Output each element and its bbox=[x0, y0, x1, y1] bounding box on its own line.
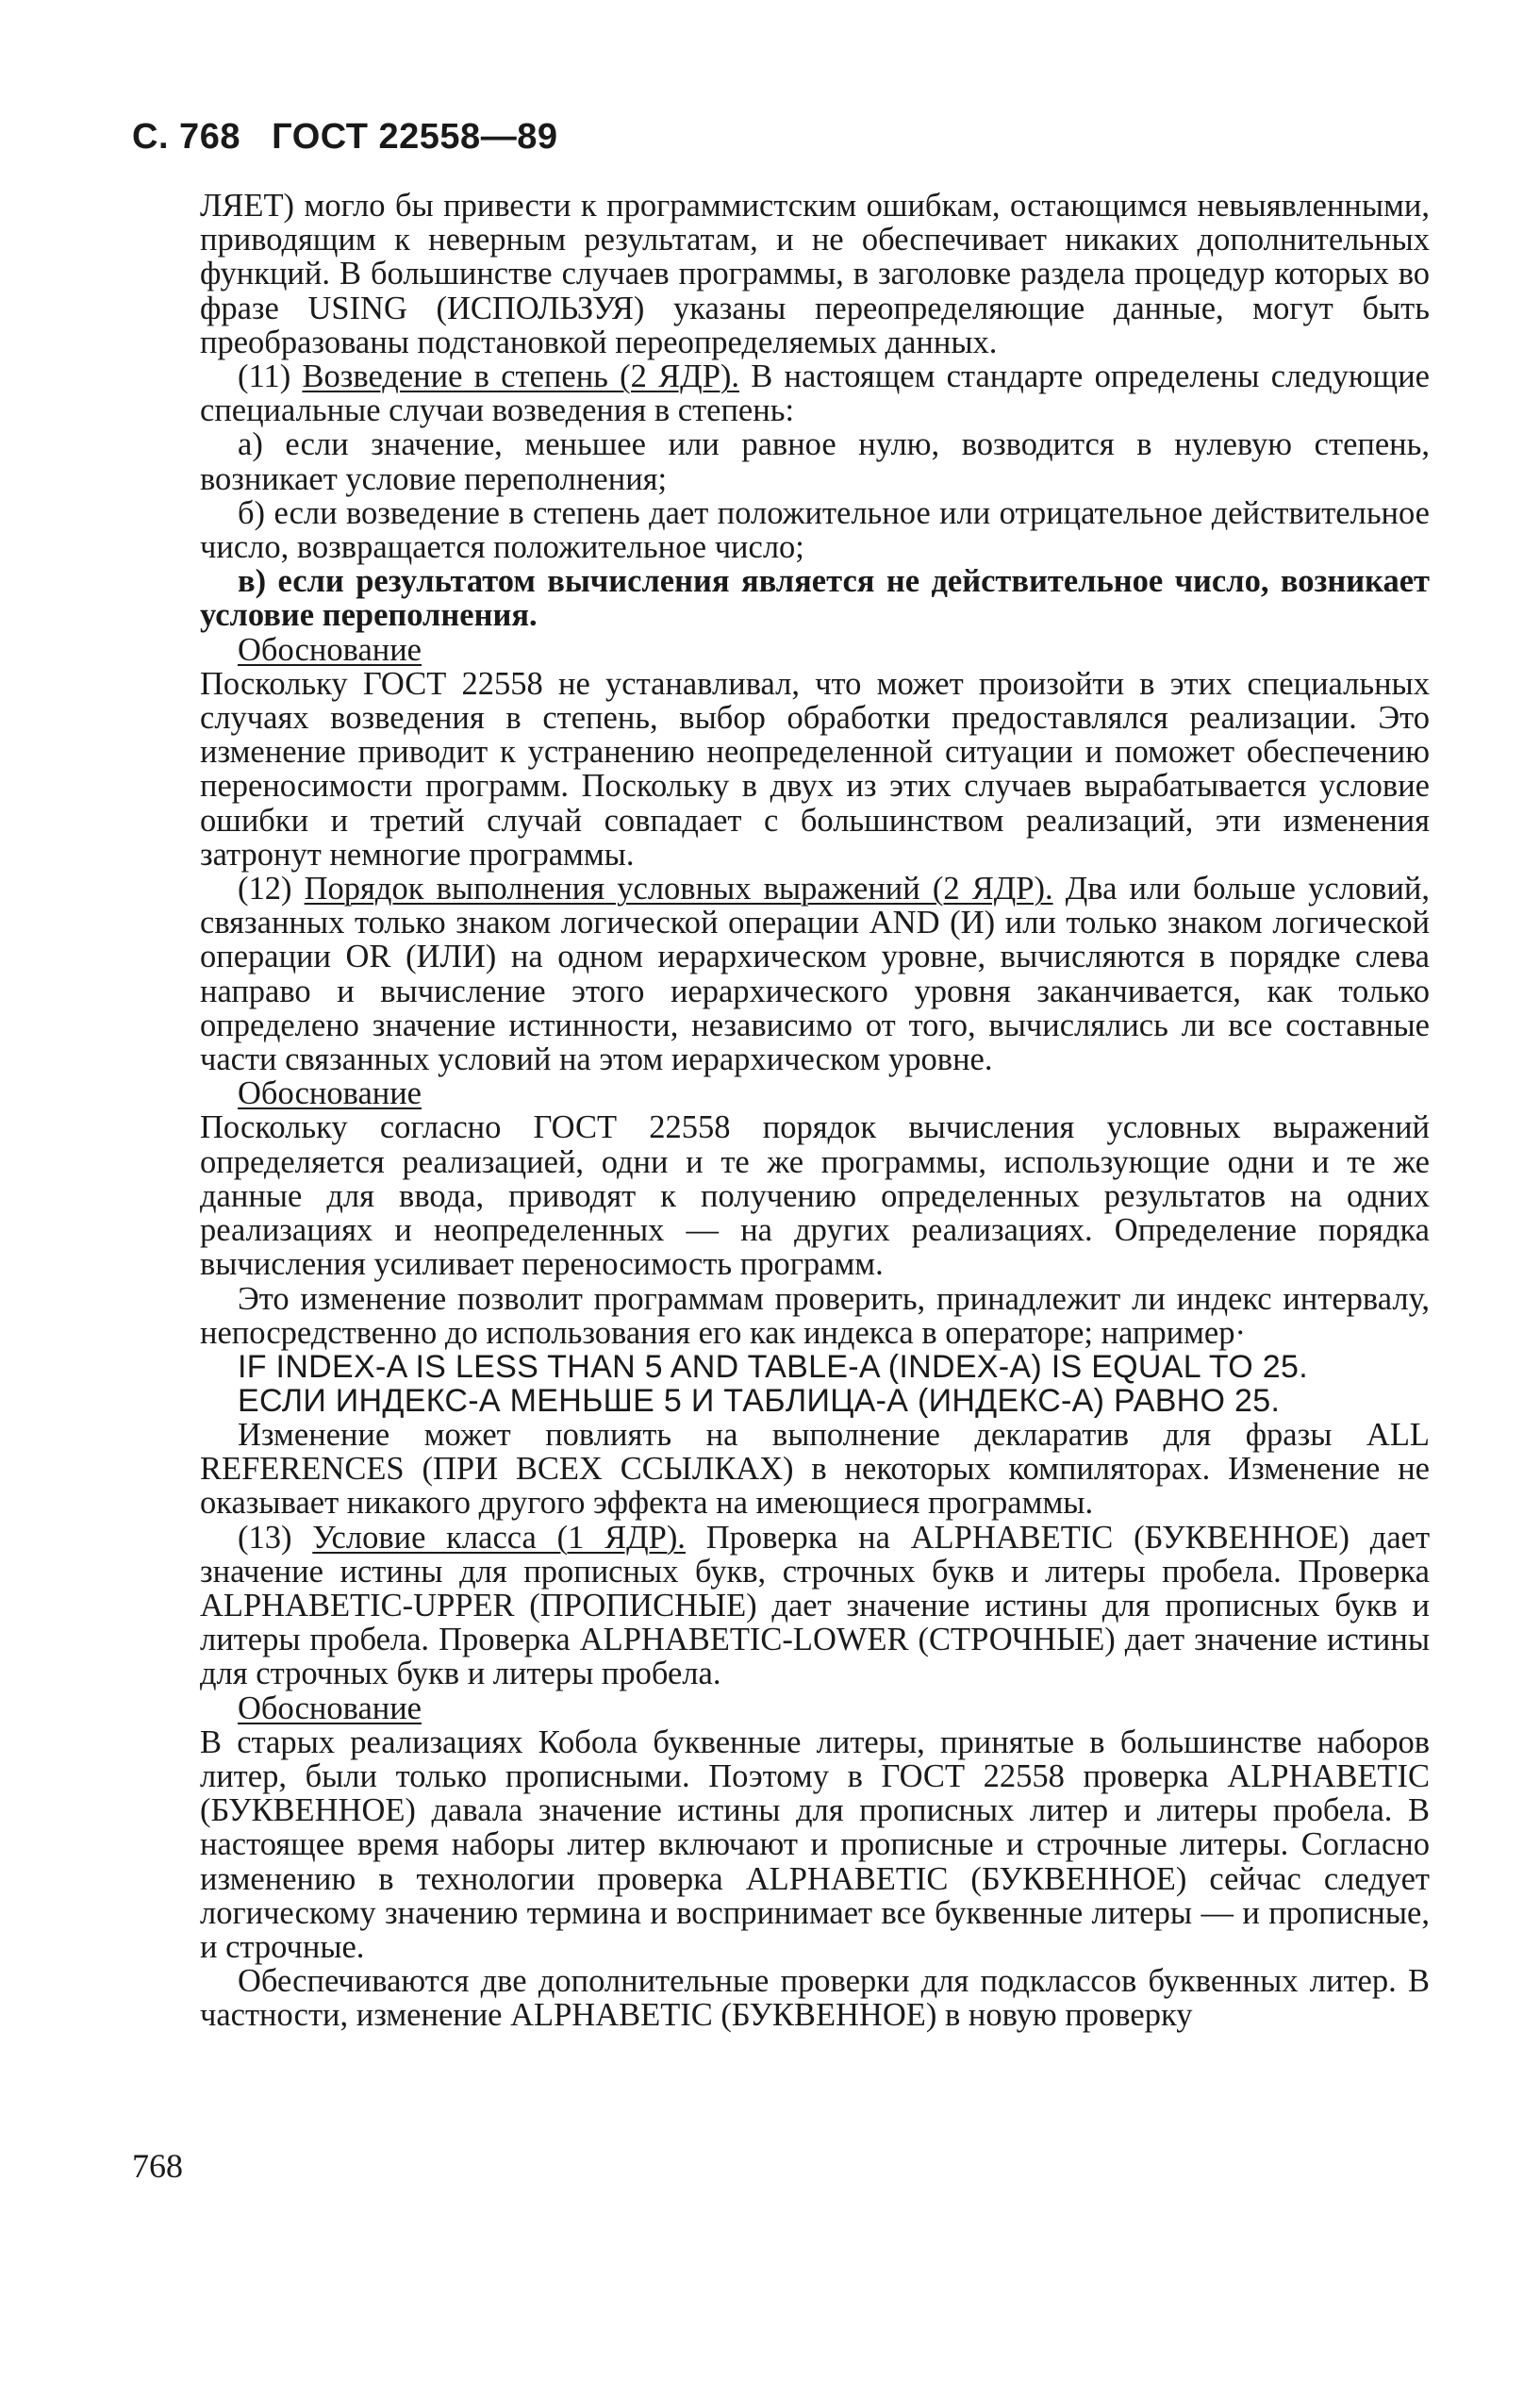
section-12-text: Два или больше условий, связанных только знаком логической операции AND (И) или только знаком логической операции OR (ИЛИ) на одном иерархическом уровне, вычисляются в порядке слева направо и вычисление этого иерархического уровня заканчивается, как только определено значение истинности, независимо от того, вычислялись ли все составные части связанных условий на этом иерархическом уровне. bbox=[200, 871, 1430, 1078]
paragraph-continuation: ЛЯЕТ) могло бы привести к программистским ошибкам, остающимся невыявленными, приводящим к неверным результатам, и не обеспечивает никаких дополнительных функций. В большинстве случаев программы, в заголовке раздела процедур которых во фразе USING (ИСПОЛЬЗУЯ) указаны переопределяющие данные, могут быть преобразованы подстановкой переопределяемых данных. bbox=[200, 188, 1430, 360]
section-11-title: Возведение в степень (2 ЯДР). bbox=[302, 358, 739, 395]
paragraph-subclass-checks: Обеспечиваются две дополнительные проверки для подклассов буквенных литер. В частности, изменение ALPHABETIC (БУКВЕННОЕ) в новую проверку bbox=[200, 1963, 1430, 2034]
rationale-heading-3 bbox=[200, 1691, 1430, 1725]
rationale-heading-1-text: Обоснование bbox=[238, 631, 422, 668]
section-13-title: Условие класса (1 ЯДР). bbox=[312, 1519, 686, 1556]
section-13-text: Проверка на ALPHABETIC (БУКВЕННОЕ) дает значение истины для прописных букв, строчных букв и литеры пробела. Проверка ALPHABETIC-UPPER (ПРОПИСНЫЕ) дает значение истины для прописных букв и литеры пробела. Проверка ALPHABETIC-LOWER (СТРОЧНЫЕ) дает значение истины для строчных букв и литеры пробела. bbox=[200, 1519, 1431, 1692]
rationale-paragraph-1: Поскольку ГОСТ 22558 не устанавливал, что может произойти в этих специальных случаях возведения в степень, выбор обработки предоставлялся реализации. Это изменение приводит к устранению неопределенной ситуации и поможет обеспечению переносимости программ. Поскольку в двух из этих случаев вырабатывается условие ошибки и третий случай совпадает с большинством реализаций, эти изменения затронут немногие программы. bbox=[200, 665, 1430, 873]
section-12-number: (12) bbox=[238, 871, 292, 907]
paragraph-change-example: Это изменение позволит программам проверить, принадлежит ли индекс интервалу, непосредственно до использования его как индекса в операторе; например· bbox=[200, 1280, 1430, 1351]
section-13-number: (13) bbox=[238, 1519, 292, 1556]
rationale-paragraph-2: Поскольку согласно ГОСТ 22558 порядок вычисления условных выражений определяется реализацией, одни и те же программы, использующие одни и те же данные для ввода, приводят к получению определенных результатов на одних реализациях и неопределенных — на других реализациях. Определение порядка вычисления усиливает переносимость программ. bbox=[200, 1109, 1430, 1283]
section-12 bbox=[200, 872, 1430, 1076]
section-13 bbox=[200, 1521, 1430, 1691]
rationale-heading-2-text: Обоснование bbox=[238, 1075, 422, 1112]
rationale-heading-3-text: Обоснование bbox=[238, 1690, 422, 1726]
list-item-b: б) если возведение в степень дает положительное или отрицательное действительное число, возвращается положительное число; bbox=[200, 494, 1430, 566]
rationale-heading-2 bbox=[200, 1076, 1430, 1110]
list-item-c: в) если результатом вычисления является не действительное число, возникает условие переполнения. bbox=[200, 563, 1430, 634]
section-11 bbox=[200, 359, 1430, 427]
code-example-english: IF INDEX-A IS LESS THAN 5 AND TABLE-A (INDEX-A) IS EQUAL TO 25. bbox=[238, 1348, 1308, 1385]
page-header bbox=[132, 117, 557, 158]
paragraph-change-effect: Изменение может повлиять на выполнение декларатив для фразы ALL REFERENCES (ПРИ ВСЕХ ССЫЛКАХ) в некоторых компиляторах. Изменение не оказывает никакого другого эффекта на имеющиеся программы. bbox=[200, 1416, 1430, 1522]
code-example-russian: ЕСЛИ ИНДЕКС-А МЕНЬШЕ 5 И ТАБЛИЦА-А (ИНДЕКС-А) РАВНО 25. bbox=[238, 1382, 1281, 1419]
page-number: 768 bbox=[132, 2147, 183, 2185]
section-11-number: (11) bbox=[238, 358, 291, 395]
list-item-a: а) если значение, меньшее или равное нулю, возводится в нулевую степень, возникает условие переполнения; bbox=[200, 426, 1430, 497]
rationale-paragraph-3: В старых реализациях Кобола буквенные литеры, принятые в большинстве наборов литер, были только прописными. Поэтому в ГОСТ 22558 проверка ALPHABETIC (БУКВЕННОЕ) давала значение истины для прописных литер и литеры пробела. В настоящее время наборы литер включают и прописные и строчные литеры. Согласно изменению в технологии проверка ALPHABETIC (БУКВЕННОЕ) сейчас следует логическому значению термина и воспринимает все буквенные литеры — и прописные, и строчные. bbox=[200, 1723, 1430, 1965]
page-label: С. 768 bbox=[132, 117, 240, 157]
section-12-title: Порядок выполнения условных выражений (2 ЯДР). bbox=[304, 871, 1053, 907]
section-11-text: В настоящем стандарте определены следующие специальные случаи возведения в степень: bbox=[200, 358, 1430, 429]
page-body bbox=[200, 189, 1430, 2033]
rationale-heading-1 bbox=[200, 633, 1430, 667]
standard-designation: ГОСТ 22558—89 bbox=[272, 117, 558, 157]
